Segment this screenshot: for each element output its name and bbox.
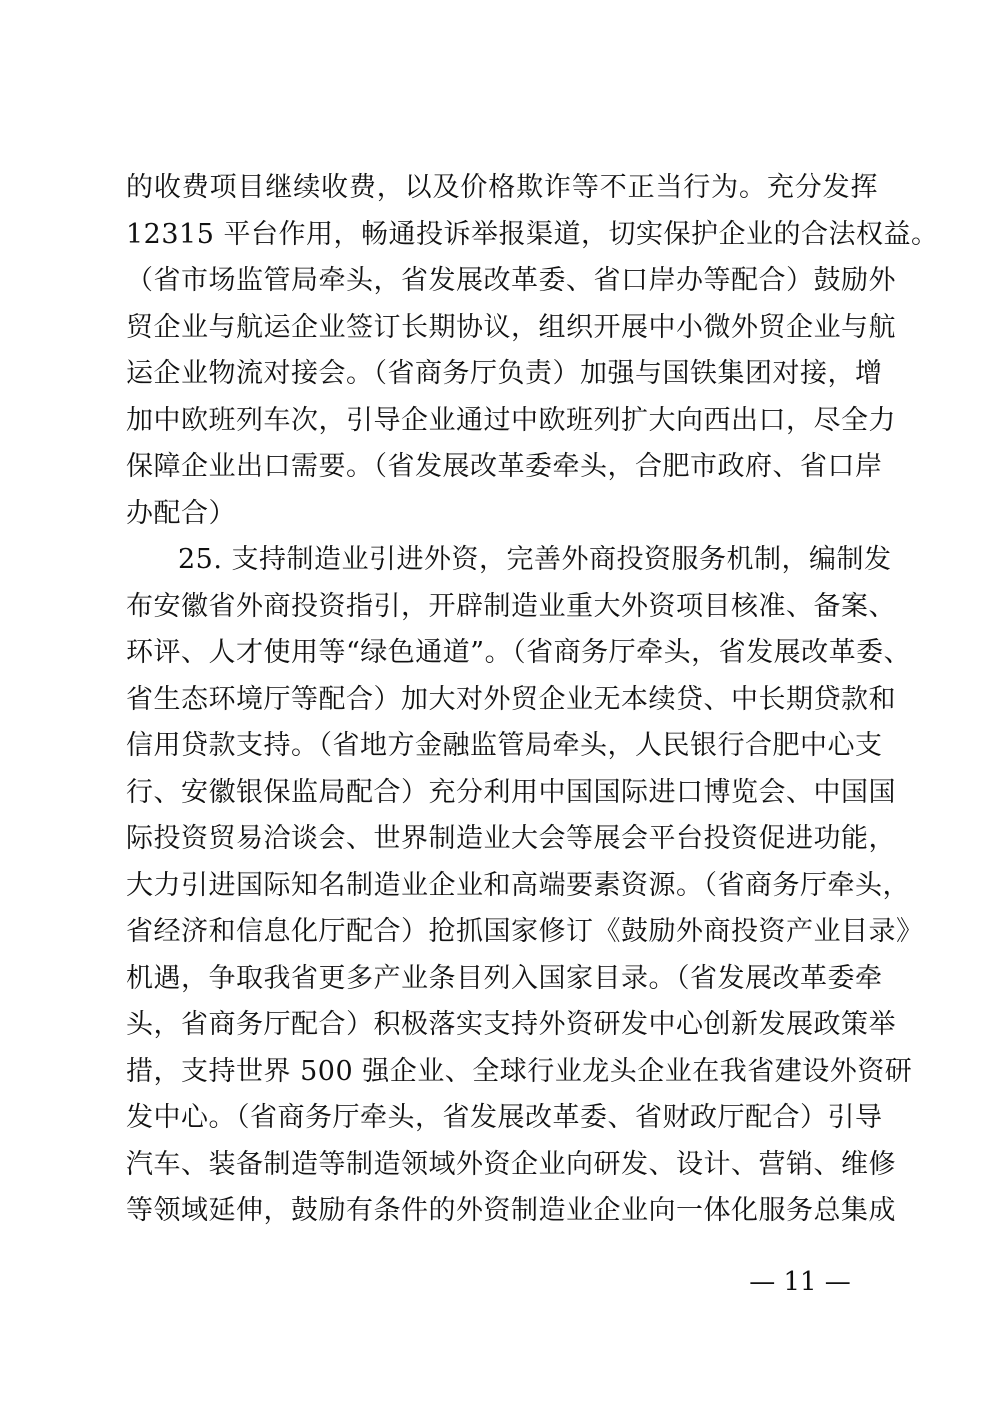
text-line: 运企业物流对接会。（省商务厅负责）加强与国铁集团对接，增 [126,358,883,389]
text-line: （省市场监管局牵头，省发展改革委、省口岸办等配合）鼓励外 [126,265,896,296]
text-line: 汽车、装备制造等制造领域外资企业向研发、设计、营销、维修 [126,1148,896,1180]
text-line: 保障企业出口需要。（省发展改革委牵头，合肥市政府、省口岸 [126,451,883,482]
text-line: 际投资贸易洽谈会、世界制造业大会等展会平台投资促进功能， [126,823,896,854]
text-line: 贸企业与航运企业签订长期协议，组织开展中小微外贸企业与航 [126,311,896,343]
paragraph-start-line: 25. 支持制造业引进外资，完善外商投资服务机制，编制发 [178,544,892,575]
text-line: 的收费项目继续收费，以及价格欺诈等不正当行为。充分发挥 [126,172,878,203]
text-line: 措，支持世界 500 强企业、全球行业龙头企业在我省建设外资研 [126,1055,913,1087]
text-line: 头，省商务厅配合）积极落实支持外资研发中心创新发展政策举 [126,1009,896,1040]
text-line: 环评、人才使用等“绿色通道”。（省商务厅牵头，省发展改革委、 [126,637,912,668]
text-line: 信用贷款支持。（省地方金融监管局牵头，人民银行合肥中心支 [126,730,883,761]
page-number: — 11 — [749,1267,851,1297]
text-line: 省生态环境厅等配合）加大对外贸企业无本续贷、中长期贷款和 [126,683,896,715]
text-line: 加中欧班列车次，引导企业通过中欧班列扩大向西出口，尽全力 [126,404,896,436]
text-line: 12315 平台作用，畅通投诉举报渠道，切实保护企业的合法权益。 [126,218,939,250]
text-line: 大力引进国际知名制造业企业和高端要素资源。（省商务厅牵头， [126,869,910,901]
text-line: 布安徽省外商投资指引，开辟制造业重大外资项目核准、备案、 [126,590,896,622]
text-line: 等领域延伸，鼓励有条件的外资制造业企业向一体化服务总集成 [126,1195,896,1226]
text-line: 办配合） [126,497,236,529]
text-line: 行、安徽银保监局配合）充分利用中国国际进口博览会、中国国 [126,776,896,808]
text-line: 发中心。（省商务厅牵头，省发展改革委、省财政厅配合）引导 [126,1102,883,1133]
body-text [126,165,939,1235]
text-line: 省经济和信息化厅配合）抢抓国家修订《鼓励外商投资产业目录》 [126,916,924,947]
text-line: 机遇，争取我省更多产业条目列入国家目录。（省发展改革委牵 [126,962,883,994]
